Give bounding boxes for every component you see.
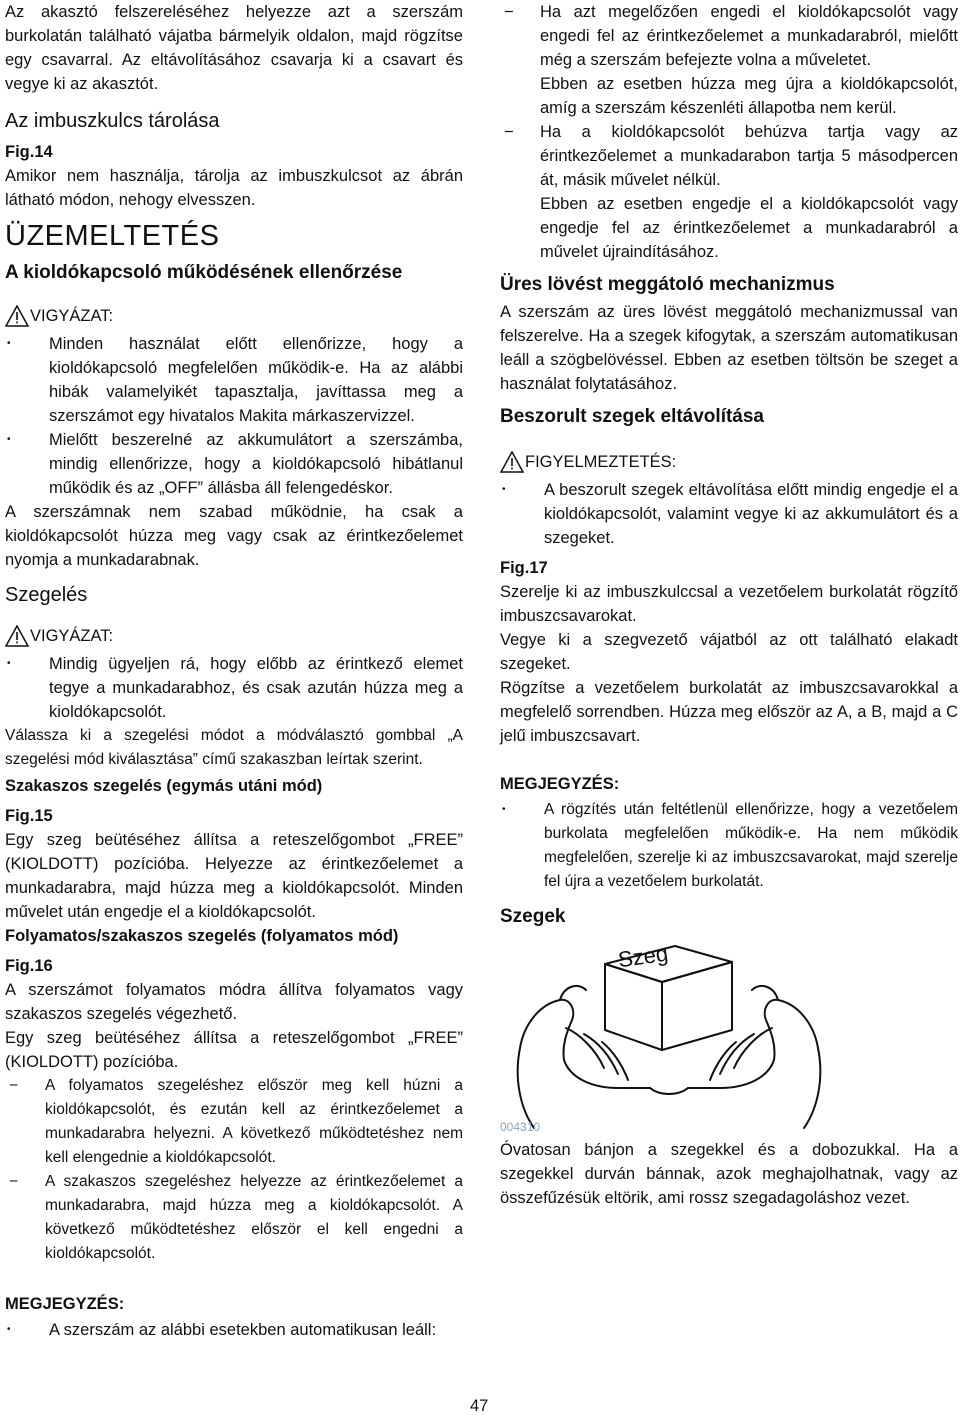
- sequential-heading: Szakaszos szegelés (egymás utáni mód): [5, 777, 323, 795]
- caution-2: [5, 624, 463, 648]
- bullet-dot-icon: •: [7, 1324, 11, 1335]
- note-label-right: MEGJEGYZÉS:: [500, 775, 620, 793]
- bullet-dot-icon: •: [7, 434, 11, 445]
- sequential-text: Egy szeg beütéséhez állítsa a reteszelőgombot „FREE” (KIOLDOTT) pozícióba. Helyezze az érintkezőelemet a munkadarabra, majd húzza meg a kioldókapcsolót. Minden művelet után engedje el a kioldókapcsolót.: [5, 831, 463, 921]
- bullet-dot-icon: •: [7, 338, 11, 349]
- dash-marker: −: [9, 1077, 19, 1094]
- note-bullet-right-1: • A rögzítés után feltétlenül ellenőrizze, hogy a vezetőelem burkolata megfelelően működik-e. Ha nem működik megfelelően, szerelje ki az imbuszcsavarokat, majd szerelje fel újra a vezetőelem burkolatát.: [500, 798, 958, 894]
- note-label-left: MEGJEGYZÉS:: [5, 1295, 125, 1313]
- caution-2-label: VIGYÁZAT:: [30, 627, 114, 645]
- stop-dash-2: − Ha a kioldókapcsolót behúzva tartja vagy az érintkezőelemet a munkadarabon tartja 5 másodpercen át, másik művelet nélkül. Ebben az esetben engedje el a kioldókapcsolót vagy engedje fel az érintkezőelemet a munkadarabról a művelet újraindításához.: [500, 120, 958, 264]
- warning-triangle-icon: [5, 625, 29, 647]
- nails-text: Óvatosan bánjon a szegekkel és a dobozukkal. Ha a szegekkel durván bánnak, azok meghajolhatnak, vagy az összefűzésük eltörik, ami rossz szegadagoláshoz vezet.: [500, 1141, 958, 1207]
- jam-text-3: Rögzítse a vezetőelem burkolatát az imbuszcsavarokkal a megfelelő sorrendben. Húzza meg először az A, a B, majd a C jelű imbuszcsavart.: [500, 679, 958, 745]
- figure-code: 004310: [500, 1120, 541, 1134]
- nailing-heading: Szegelés: [5, 584, 88, 606]
- nails-handling-illustration: [500, 938, 960, 1138]
- operation-heading: ÜZEMELTETÉS: [5, 220, 220, 252]
- caution-1-label: VIGYÁZAT:: [30, 307, 114, 325]
- left-column: [5, 0, 463, 1342]
- dry-fire-text: A szerszám az üres lövést meggátoló mechanizmussal van felszerelve. Ha a szegek kifogytak, a szerszám automatikusan leáll a szögbelövéssel. Ebben az esetben töltsön be szeget a használat folytatásához.: [500, 303, 958, 393]
- hex-wrench-text: Amikor nem használja, tárolja az imbuszkulcsot az ábrán látható módon, nehogy elvesszen.: [5, 167, 463, 209]
- nails-heading: Szegek: [500, 906, 566, 927]
- nailing-text: Válassza ki a szegelési módot a módválasztó gombbal „A szegelési mód kiválasztása” című szakaszban leírtak szerint.: [5, 727, 463, 768]
- hanger-intro-text: Az akasztó felszereléséhez helyezze azt a szerszám burkolatán található vájatba bármelyik oldalon, majd rögzítse egy csavarral. Az eltávolításához csavarja ki a csavart és vegye ki az akasztót.: [5, 3, 463, 93]
- bullet-dot-icon: •: [502, 484, 506, 495]
- stop-dash-1: − Ha azt megelőzően engedi el kioldókapcsolót vagy engedi fel az érintkezőelemet a munkadarabról, mielőtt még a szerszám befejezte volna a műveletet. Ebben az esetben húzza meg újra a kioldókapcsolót, amíg a szerszám készenléti állapotba nem kerül.: [500, 0, 958, 120]
- box-label: Szeg: [616, 940, 670, 973]
- fig-17-label: Fig.17: [500, 559, 548, 577]
- caution-1-bullet-1: • Minden használat előtt ellenőrizze, hogy a kioldókapcsoló megfelelően működik-e. Ha az alábbi hibák valamelyikét tapasztalja, javíttassa meg a szerszámot egy hivatalos Makita márkaszervizzel.: [5, 332, 463, 428]
- right-column: [500, 0, 958, 1210]
- switch-text: A szerszámnak nem szabad működnie, ha csak a kioldókapcsolót húzza meg vagy csak az érintkezőelemet nyomja a munkadarabnak.: [5, 503, 463, 569]
- continuous-text-1: A szerszámot folyamatos módra állítva folyamatos vagy szakaszos szegelés végezhető.: [5, 981, 463, 1023]
- continuous-dash-1: − A folyamatos szegeléshez először meg kell húzni a kioldókapcsolót, és ezután kell az érintkezőelemet a munkadarabra helyezni. A következő működtetéshez nem kell elengednie a kioldókapcsolót.: [5, 1074, 463, 1170]
- continuous-dash-2: − A szakaszos szegeléshez helyezze az érintkezőelemet a munkadarabra, majd húzza meg a kioldókapcsolót. A következő működtetéshez először el kell engedni a kioldókapcsolót.: [5, 1170, 463, 1266]
- jam-heading: Beszorult szegek eltávolítása: [500, 406, 764, 427]
- warning-bullet-1: • A beszorult szegek eltávolítása előtt mindig engedje el a kioldókapcsolót, valamint vegye ki az akkumulátort és a szegeket.: [500, 478, 958, 550]
- bullet-dot-icon: •: [7, 658, 11, 669]
- dash-marker: −: [9, 1173, 19, 1190]
- fig-15-label: Fig.15: [5, 807, 53, 825]
- hex-wrench-heading: Az imbuszkulcs tárolása: [5, 110, 220, 132]
- warning-box: [500, 450, 958, 474]
- jam-text-2: Vegye ki a szegvezető vájatból az ott található elakadt szegeket.: [500, 631, 958, 673]
- fig-14-label: Fig.14: [5, 143, 53, 161]
- warning-triangle-icon: [5, 305, 29, 327]
- hands-holding-box-icon: [500, 938, 960, 1134]
- warning-label: FIGYELMEZTETÉS:: [525, 453, 677, 471]
- dash-marker: −: [504, 123, 514, 141]
- fig-16-label: Fig.16: [5, 957, 53, 975]
- caution-2-bullet-1: • Mindig ügyeljen rá, hogy előbb az érintkező elemet tegye a munkadarabhoz, és csak azután húzza meg a kioldókapcsolót.: [5, 652, 463, 724]
- switch-check-heading: A kioldókapcsoló működésének ellenőrzése: [5, 262, 403, 283]
- continuous-heading: Folyamatos/szakaszos szegelés (folyamatos mód): [5, 927, 399, 945]
- dry-fire-heading: Üres lövést meggátoló mechanizmus: [500, 274, 835, 295]
- bullet-dot-icon: •: [502, 804, 506, 815]
- caution-1: [5, 304, 463, 328]
- warning-triangle-icon: [500, 451, 524, 473]
- caution-1-bullet-2: • Mielőtt beszerelné az akkumulátort a szerszámba, mindig ellenőrizze, hogy a kioldókapcsoló hibátlanul működik és az „OFF” állásba áll felengedéskor.: [5, 428, 463, 500]
- note-bullet-left-1: • A szerszám az alábbi esetekben automatikusan leáll:: [5, 1318, 463, 1342]
- dash-marker: −: [504, 3, 514, 21]
- jam-text-1: Szerelje ki az imbuszkulccsal a vezetőelem burkolatát rögzítő imbuszcsavarokat.: [500, 583, 958, 625]
- page-number: 47: [470, 1397, 489, 1415]
- continuous-text-2: Egy szeg beütéséhez állítsa a reteszelőgombot „FREE” (KIOLDOTT) pozícióba.: [5, 1029, 463, 1071]
